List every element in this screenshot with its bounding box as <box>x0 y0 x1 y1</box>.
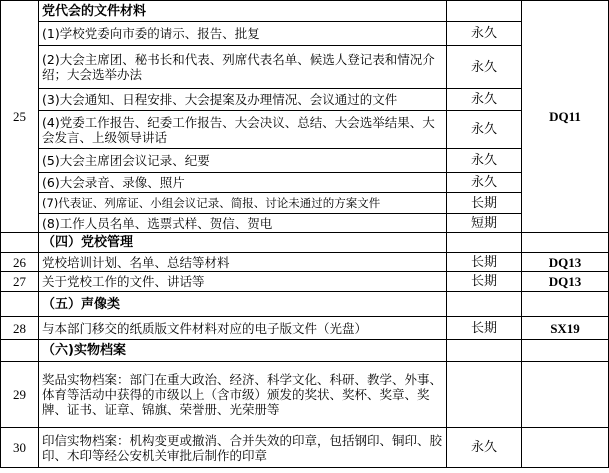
archive-code: DQ13 <box>522 272 609 292</box>
retention-term: 永久 <box>447 173 522 193</box>
item-text: 印信实物档案：机构变更或撤消、合并失效的印章，包括钢印、铜印、胶印、木印等经公安机关审批后制作的印章 <box>39 428 447 468</box>
retention-term: 永久 <box>447 46 522 89</box>
archive-code <box>522 428 609 468</box>
item-text: (3)大会通知、日程安排、大会提案及办理情况、会议通过的文件 <box>39 89 447 111</box>
section-heading: （四）党校管理 <box>39 233 447 253</box>
table-row <box>1 428 609 468</box>
retention-term: 长期 <box>447 253 522 272</box>
item-text: (5)大会主席团会议记录、纪要 <box>39 149 447 173</box>
retention-term: 永久 <box>447 149 522 173</box>
item-text: 与本部门移交的纸质版文件材料对应的电子版文件（光盘） <box>39 317 447 340</box>
item-text: (6)大会录音、录像、照片 <box>39 173 447 193</box>
category-heading: 党代会的文件材料 <box>39 1 447 22</box>
retention-term <box>447 362 522 428</box>
archive-code: DQ13 <box>522 253 609 272</box>
section-row <box>1 340 609 362</box>
table-row <box>1 149 609 173</box>
table-row <box>1 22 609 46</box>
retention-term: 永久 <box>447 22 522 46</box>
row-number: 25 <box>1 1 39 233</box>
archive-code <box>522 362 609 428</box>
row-number: 27 <box>1 272 39 292</box>
archive-code: SX19 <box>522 317 609 340</box>
retention-term: 永久 <box>447 111 522 149</box>
archive-code: DQ11 <box>522 1 609 233</box>
item-text: (1)学校党委向市委的请示、报告、批复 <box>39 22 447 46</box>
retention-term: 短期 <box>447 214 522 233</box>
item-text: (2)大会主席团、秘书长和代表、列席代表名单、候选人登记表和情况介绍；大会选举办法 <box>39 46 447 89</box>
item-text: (8)工作人员名单、选票式样、贺信、贺电 <box>39 214 447 233</box>
section-heading: （六)实物档案 <box>39 340 447 362</box>
table-row <box>1 46 609 89</box>
table-row <box>1 1 609 22</box>
table-row <box>1 214 609 233</box>
retention-term: 永久 <box>447 89 522 111</box>
table-row <box>1 317 609 340</box>
retention-term: 长期 <box>447 272 522 292</box>
item-text: (4)党委工作报告、纪委工作报告、大会决议、总结、大会选举结果、大会发言、上级领导讲话 <box>39 111 447 149</box>
table-row <box>1 272 609 292</box>
section-row <box>1 233 609 253</box>
table-row <box>1 173 609 193</box>
retention-term: 永久 <box>447 428 522 468</box>
section-row <box>1 292 609 317</box>
table-row <box>1 89 609 111</box>
retention-term: 长期 <box>447 317 522 340</box>
item-text: 关于党校工作的文件、讲话等 <box>39 272 447 292</box>
row-number: 26 <box>1 253 39 272</box>
item-text: 奖品实物档案：部门在重大政治、经济、科学文化、科研、教学、外事、体育等活动中获得的市级以上（含市级）颁发的奖状、奖杯、奖章、奖牌、证书、证章、锦旗、荣誉册、光荣册等 <box>39 362 447 428</box>
table-row <box>1 253 609 272</box>
row-number: 30 <box>1 428 39 468</box>
item-text: (7)代表证、列席证、小组会议记录、简报、讨论未通过的方案文件 <box>42 196 381 210</box>
table-row <box>1 111 609 149</box>
table-row <box>1 362 609 428</box>
section-heading: （五）声像类 <box>39 292 447 317</box>
table-row <box>1 193 609 214</box>
retention-term: 长期 <box>447 193 522 214</box>
row-number: 28 <box>1 317 39 340</box>
row-number: 29 <box>1 362 39 428</box>
item-text: 党校培训计划、名单、总结等材料 <box>39 253 447 272</box>
